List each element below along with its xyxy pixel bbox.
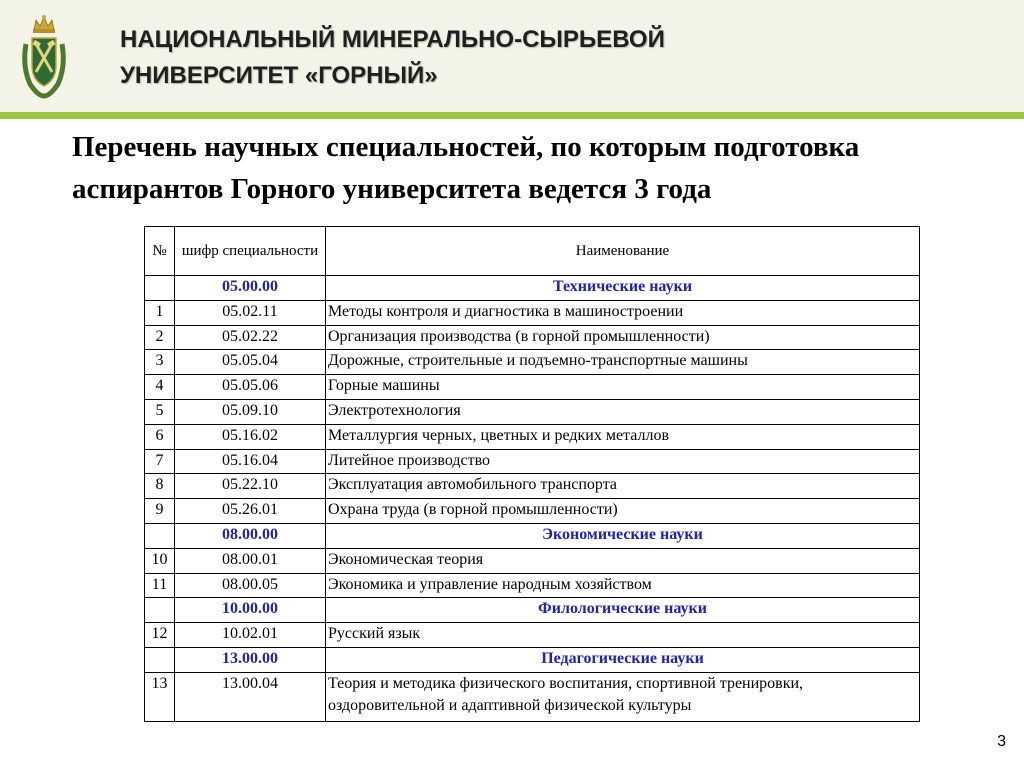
- slide-title: Перечень научных специальностей, по которым подготовка аспирантов Горного университета ведется 3 года: [72, 131, 860, 205]
- table-row: [145, 474, 920, 499]
- row-name: Технические науки: [326, 276, 920, 301]
- row-code: 05.09.10: [175, 399, 326, 424]
- table-row: [145, 499, 920, 524]
- table-row: [145, 623, 920, 648]
- row-code: 10.02.01: [175, 623, 326, 648]
- row-code: 08.00.05: [175, 573, 326, 598]
- table-section-row: [145, 647, 920, 672]
- table-row: [145, 449, 920, 474]
- row-name: Охрана труда (в горной промышленности): [326, 499, 920, 524]
- column-header-name: Наименование: [326, 227, 920, 276]
- page-number: 3: [997, 733, 1006, 750]
- table-row: [145, 573, 920, 598]
- row-code: 05.16.04: [175, 449, 326, 474]
- row-num: 10: [145, 548, 175, 573]
- row-name: Филологические науки: [326, 598, 920, 623]
- row-num: 2: [145, 325, 175, 350]
- university-name-line2: УНИВЕРСИТЕТ «ГОРНЫЙ»: [120, 62, 438, 89]
- row-code: 05.16.02: [175, 424, 326, 449]
- table-row: [145, 548, 920, 573]
- row-code: 10.00.00: [175, 598, 326, 623]
- row-name: Педагогические науки: [326, 647, 920, 672]
- row-name: Экономическая теория: [326, 548, 920, 573]
- row-num: 4: [145, 375, 175, 400]
- row-name: Дорожные, строительные и подъемно-транспортные машины: [326, 350, 920, 375]
- row-num: 1: [145, 300, 175, 325]
- row-code: 08.00.00: [175, 523, 326, 548]
- row-name: Русский язык: [326, 623, 920, 648]
- table-header-row: [145, 227, 920, 276]
- row-code: 05.26.01: [175, 499, 326, 524]
- row-name: Литейное производство: [326, 449, 920, 474]
- column-header-num: №: [145, 227, 175, 276]
- row-name: Экономика и управление народным хозяйством: [326, 573, 920, 598]
- table-row: [145, 350, 920, 375]
- row-code: 08.00.01: [175, 548, 326, 573]
- row-num: [145, 276, 175, 301]
- row-num: 13: [145, 672, 175, 721]
- row-name: Организация производства (в горной промышленности): [326, 325, 920, 350]
- row-code: 05.02.11: [175, 300, 326, 325]
- table-section-row: [145, 276, 920, 301]
- row-name: Электротехнология: [326, 399, 920, 424]
- row-code: 05.00.00: [175, 276, 326, 301]
- row-num: 6: [145, 424, 175, 449]
- university-crest-icon: [20, 14, 68, 100]
- row-code: 05.05.06: [175, 375, 326, 400]
- row-name: Металлургия черных, цветных и редких металлов: [326, 424, 920, 449]
- row-code: 13.00.00: [175, 647, 326, 672]
- table-row: [145, 325, 920, 350]
- row-num: 3: [145, 350, 175, 375]
- column-header-code: шифр специальности: [175, 227, 326, 276]
- table-row: [145, 424, 920, 449]
- row-num: 9: [145, 499, 175, 524]
- row-code: 05.05.04: [175, 350, 326, 375]
- row-num: 8: [145, 474, 175, 499]
- row-code: 13.00.04: [175, 672, 326, 721]
- table-row: [145, 300, 920, 325]
- header-divider: [0, 112, 1024, 119]
- specialties-table: [144, 226, 920, 722]
- row-name: Горные машины: [326, 375, 920, 400]
- row-name: Экономические науки: [326, 523, 920, 548]
- row-name: Теория и методика физического воспитания, спортивной тренировки, оздоровительной и адаптивной физической культуры: [326, 672, 920, 721]
- row-code: 05.22.10: [175, 474, 326, 499]
- row-num: [145, 598, 175, 623]
- row-num: 12: [145, 623, 175, 648]
- row-code: 05.02.22: [175, 325, 326, 350]
- row-num: 5: [145, 399, 175, 424]
- table-row: [145, 672, 920, 721]
- table-row: [145, 399, 920, 424]
- slide-header: [0, 0, 1024, 112]
- row-name: Эксплуатация автомобильного транспорта: [326, 474, 920, 499]
- table-row: [145, 375, 920, 400]
- row-name: Методы контроля и диагностика в машиностроении: [326, 300, 920, 325]
- table-section-row: [145, 598, 920, 623]
- row-num: 11: [145, 573, 175, 598]
- row-num: [145, 647, 175, 672]
- table-section-row: [145, 523, 920, 548]
- row-num: [145, 523, 175, 548]
- row-num: 7: [145, 449, 175, 474]
- university-name-line1: НАЦИОНАЛЬНЫЙ МИНЕРАЛЬНО-СЫРЬЕВОЙ: [120, 26, 665, 53]
